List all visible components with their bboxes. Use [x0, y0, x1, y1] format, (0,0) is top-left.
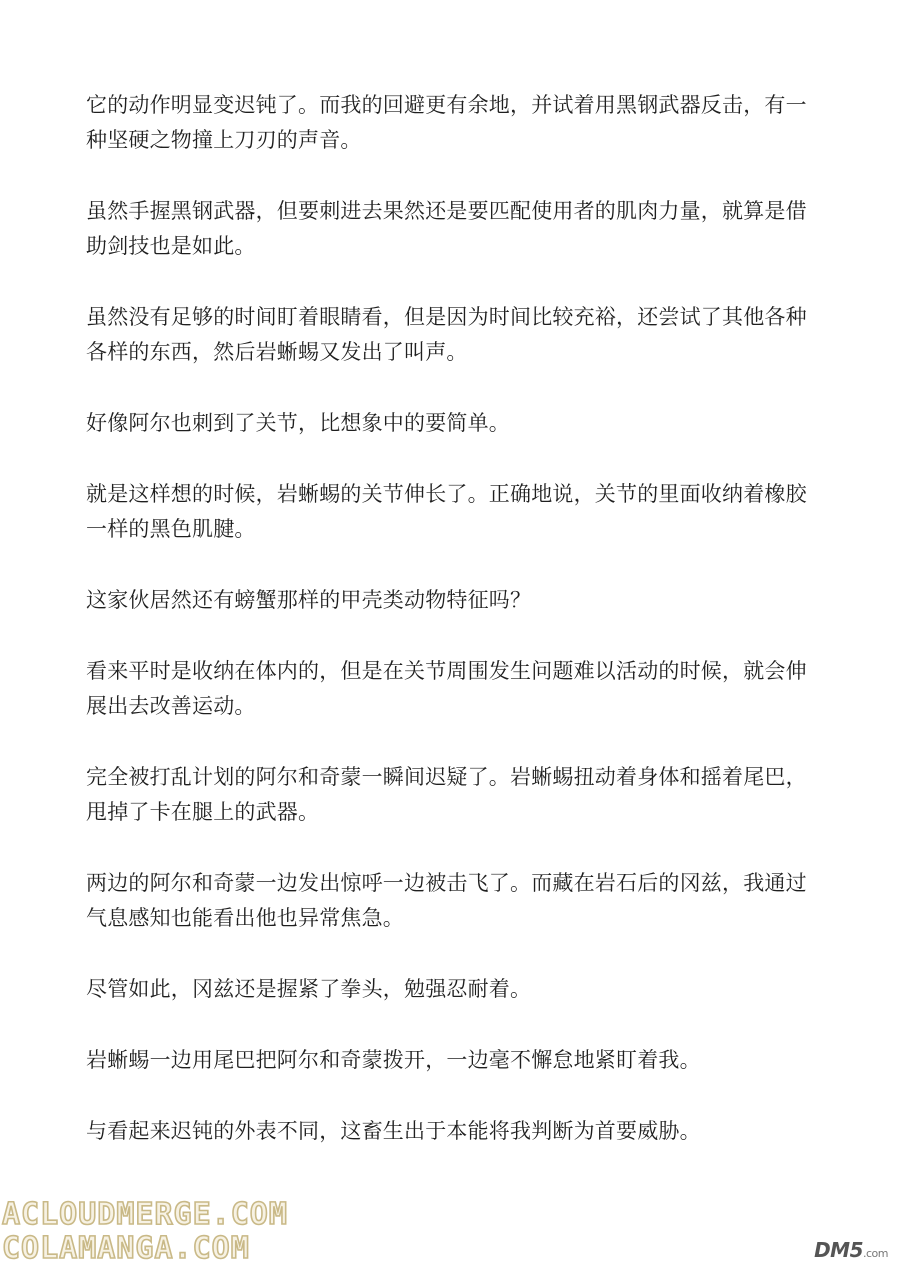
- paragraph-6: 这家伙居然还有螃蟹那样的甲壳类动物特征吗？: [86, 588, 532, 612]
- chapter-text: [86, 88, 810, 1185]
- dm5-brand: DM5: [814, 1238, 863, 1262]
- paragraph-3: 虽然没有足够的时间盯着眼睛看，但是因为时间比较充裕，还尝试了其他各种各样的东西，然后岩蜥蜴又发出了叫声。: [86, 305, 807, 364]
- paragraph-2: 虽然手握黑钢武器，但要刺进去果然还是要匹配使用者的肌肉力量，就算是借助剑技也是如此。: [86, 199, 807, 258]
- dm5-suffix: .com: [863, 1247, 888, 1260]
- paragraph-4: 好像阿尔也刺到了关节，比想象中的要简单。: [86, 411, 510, 435]
- watermark-line-2: COLAMANGA.COM: [2, 1231, 250, 1266]
- dm5-watermark: [814, 1238, 888, 1262]
- paragraph-7: 看来平时是收纳在体内的，但是在关节周围发生问题难以活动的时候，就会伸展出去改善运动。: [86, 659, 807, 718]
- paragraph-12: 与看起来迟钝的外表不同，这畜生出于本能将我判断为首要威胁。: [86, 1119, 701, 1143]
- paragraph-1: 它的动作明显变迟钝了。而我的回避更有余地，并试着用黑钢武器反击，有一种坚硬之物撞上刀刃的声音。: [86, 93, 807, 152]
- paragraph-9: 两边的阿尔和奇蒙一边发出惊呼一边被击飞了。而藏在岩石后的冈兹，我通过气息感知也能看出他也异常焦急。: [86, 871, 807, 930]
- paragraph-5: 就是这样想的时候，岩蜥蜴的关节伸长了。正确地说，关节的里面收纳着橡胶一样的黑色肌腱。: [86, 482, 807, 541]
- site-watermark: [2, 1198, 288, 1266]
- paragraph-10: 尽管如此，冈兹还是握紧了拳头，勉强忍耐着。: [86, 977, 532, 1001]
- paragraph-11: 岩蜥蜴一边用尾巴把阿尔和奇蒙拨开，一边毫不懈怠地紧盯着我。: [86, 1048, 701, 1072]
- watermark-line-1: ACLOUDMERGE.COM: [2, 1197, 288, 1232]
- paragraph-8: 完全被打乱计划的阿尔和奇蒙一瞬间迟疑了。岩蜥蜴扭动着身体和摇着尾巴，甩掉了卡在腿上的武器。: [86, 765, 807, 824]
